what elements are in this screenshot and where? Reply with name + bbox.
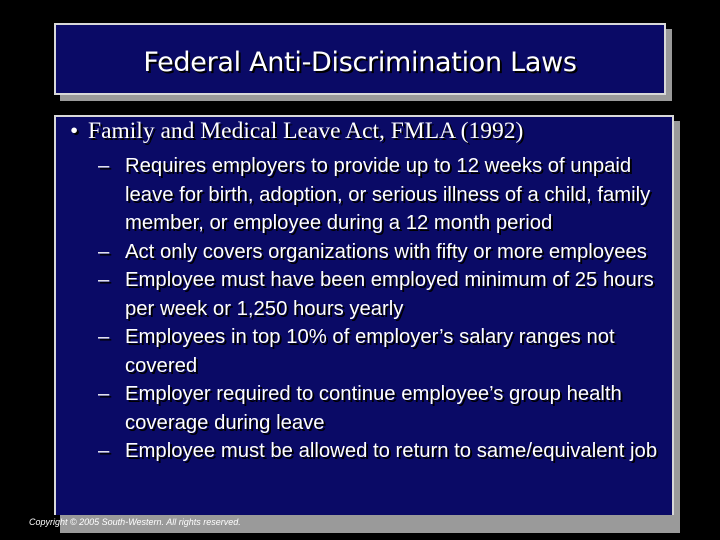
bullet-heading: Family and Medical Leave Act, FMLA (1992) <box>88 118 524 144</box>
copyright-notice: Copyright © 2005 South-Western. All rights reserved. <box>29 517 241 527</box>
sub-bullet-item <box>98 152 670 238</box>
dash-icon: – <box>98 240 110 263</box>
slide-title: Federal Anti-Discrimination Laws <box>143 46 577 78</box>
bullet-icon: • <box>70 118 79 144</box>
sub-bullet-item <box>98 323 670 380</box>
sub-bullet-text: Employer required to continue employee’s group health coverage during leave <box>125 383 622 434</box>
sub-bullet-text: Act only covers organizations with fifty or more employees <box>125 240 647 263</box>
title-box <box>54 23 666 95</box>
dash-icon: – <box>98 326 110 348</box>
sub-bullet-item <box>98 437 670 466</box>
sub-bullet-text: Requires employers to provide up to 12 weeks of unpaid leave for birth, adoption, or serious illness of a child, family member, or employee during a 12 month period <box>125 155 651 234</box>
sub-bullet-item <box>98 266 670 323</box>
sub-bullet-text: Employee must have been employed minimum of 25 hours per week or 1,250 hours yearly <box>125 269 654 320</box>
main-bullet <box>70 118 523 145</box>
sub-bullet-item <box>98 238 670 267</box>
sub-bullet-text: Employees in top 10% of employer’s salary ranges not covered <box>125 326 615 377</box>
dash-icon: – <box>98 383 110 405</box>
sub-bullet-list <box>98 152 670 466</box>
dash-icon: – <box>98 269 110 291</box>
dash-icon: – <box>98 440 110 462</box>
dash-icon: – <box>98 155 110 177</box>
sub-bullet-text: Employee must be allowed to return to same/equivalent job <box>125 440 658 462</box>
sub-bullet-item <box>98 380 670 437</box>
